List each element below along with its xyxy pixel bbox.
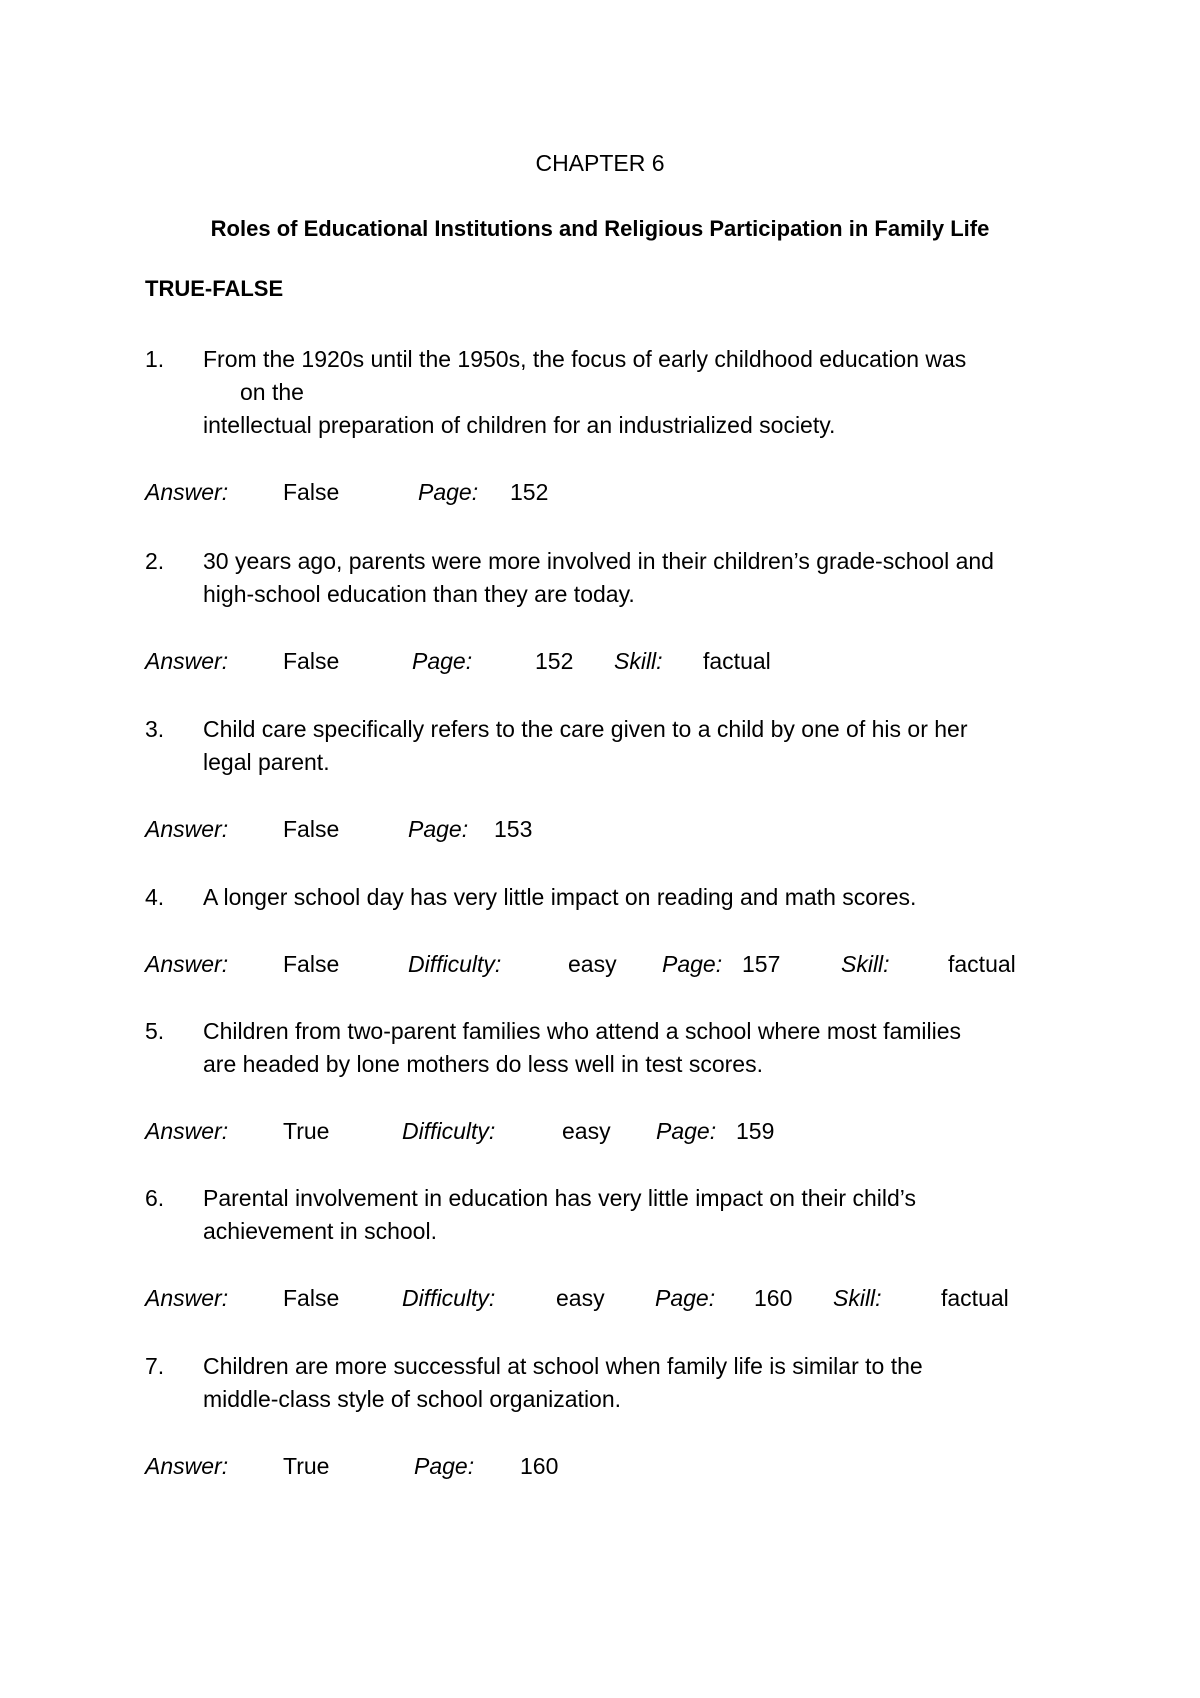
page-label: Page: bbox=[655, 1285, 716, 1311]
difficulty-label: Difficulty: bbox=[402, 1285, 496, 1311]
question-number: 2. bbox=[145, 548, 165, 574]
answer-value: True bbox=[283, 1453, 330, 1479]
difficulty-label: Difficulty: bbox=[402, 1118, 496, 1144]
skill-label: Skill: bbox=[833, 1285, 882, 1311]
question-text-line: are headed by lone mothers do less well in test scores. bbox=[203, 1051, 763, 1077]
question-number: 5. bbox=[145, 1018, 165, 1044]
page-label: Page: bbox=[414, 1453, 475, 1479]
skill-value: factual bbox=[703, 648, 771, 674]
difficulty-value: easy bbox=[568, 951, 617, 977]
page-label: Page: bbox=[656, 1118, 717, 1144]
question-text-line: Children are more successful at school when family life is similar to the bbox=[203, 1353, 923, 1379]
answer-label: Answer: bbox=[145, 951, 229, 977]
page-label: Page: bbox=[418, 479, 479, 505]
question-text-line: From the 1920s until the 1950s, the focus of early childhood education was bbox=[203, 346, 967, 372]
question-text-line: on the bbox=[240, 379, 304, 405]
answer-label: Answer: bbox=[145, 648, 229, 674]
question-text-line: A longer school day has very little impact on reading and math scores. bbox=[203, 884, 917, 910]
page-label: Page: bbox=[662, 951, 723, 977]
page-value: 153 bbox=[494, 816, 533, 842]
answer-value: False bbox=[283, 816, 340, 842]
page-value: 152 bbox=[510, 479, 549, 505]
question-number: 3. bbox=[145, 716, 165, 742]
answer-label: Answer: bbox=[145, 479, 229, 505]
skill-label: Skill: bbox=[841, 951, 890, 977]
difficulty-value: easy bbox=[556, 1285, 605, 1311]
answer-value: False bbox=[283, 648, 340, 674]
question-text-line: high-school education than they are today. bbox=[203, 581, 635, 607]
page-value: 159 bbox=[736, 1118, 775, 1144]
answer-label: Answer: bbox=[145, 1118, 229, 1144]
question-text-line: 30 years ago, parents were more involved in their children’s grade-school and bbox=[203, 548, 994, 574]
chapter-title: Roles of Educational Institutions and Religious Participation in Family Life bbox=[210, 216, 990, 241]
question-text-line: intellectual preparation of children for an industrialized society. bbox=[203, 412, 836, 438]
question-number: 1. bbox=[145, 346, 165, 372]
page-label: Page: bbox=[408, 816, 469, 842]
answer-value: True bbox=[283, 1118, 330, 1144]
page-value: 157 bbox=[742, 951, 781, 977]
section-heading: TRUE-FALSE bbox=[145, 276, 284, 301]
answer-label: Answer: bbox=[145, 816, 229, 842]
page-value: 160 bbox=[520, 1453, 559, 1479]
answer-label: Answer: bbox=[145, 1453, 229, 1479]
question-number: 6. bbox=[145, 1185, 165, 1211]
answer-value: False bbox=[283, 951, 340, 977]
question-number: 7. bbox=[145, 1353, 165, 1379]
page-value: 152 bbox=[535, 648, 574, 674]
question-text-line: legal parent. bbox=[203, 749, 330, 775]
difficulty-value: easy bbox=[562, 1118, 611, 1144]
question-number: 4. bbox=[145, 884, 165, 910]
question-text-line: Parental involvement in education has very little impact on their child’s bbox=[203, 1185, 916, 1211]
question-text-line: Child care specifically refers to the care given to a child by one of his or her bbox=[203, 716, 968, 742]
page-value: 160 bbox=[754, 1285, 793, 1311]
answer-value: False bbox=[283, 479, 340, 505]
skill-value: factual bbox=[948, 951, 1016, 977]
difficulty-label: Difficulty: bbox=[408, 951, 502, 977]
skill-value: factual bbox=[941, 1285, 1009, 1311]
question-text-line: Children from two-parent families who attend a school where most families bbox=[203, 1018, 962, 1044]
answer-label: Answer: bbox=[145, 1285, 229, 1311]
question-text-line: achievement in school. bbox=[203, 1218, 437, 1244]
skill-label: Skill: bbox=[614, 648, 663, 674]
page-label: Page: bbox=[412, 648, 473, 674]
answer-value: False bbox=[283, 1285, 340, 1311]
question-text-line: middle-class style of school organization. bbox=[203, 1386, 622, 1412]
chapter-heading: CHAPTER 6 bbox=[535, 150, 665, 176]
